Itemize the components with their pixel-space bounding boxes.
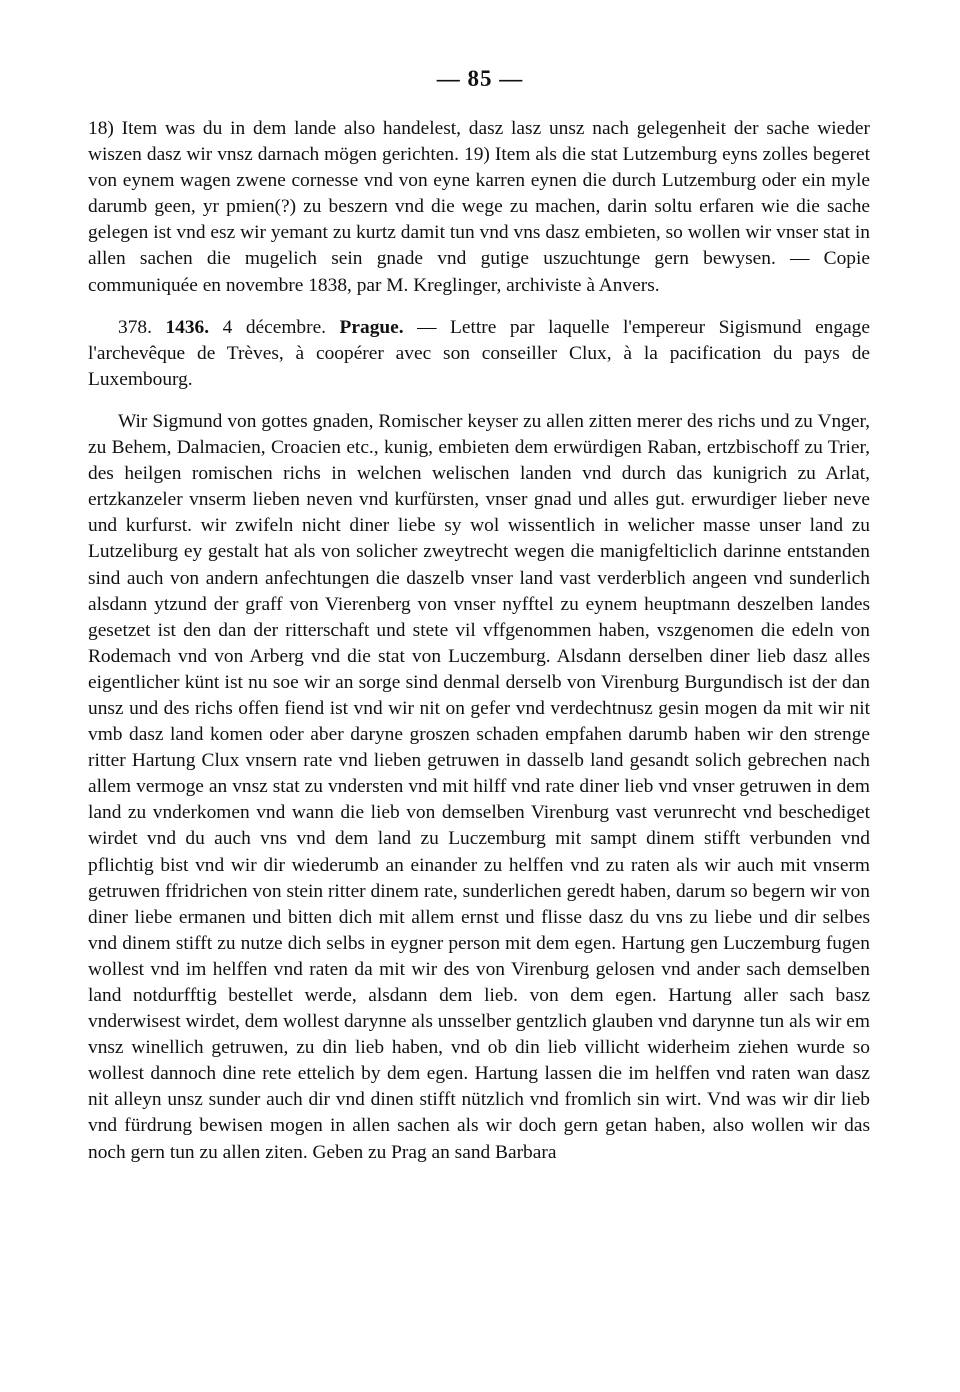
entry-heading xyxy=(88,315,870,393)
entry-place: Prague. xyxy=(339,316,404,338)
entry-number: 378. xyxy=(118,316,152,338)
paragraph-item-18-19: 18) Item was du in dem lande also handelest, dasz lasz unsz nach gelegenheit der sache wieder wiszen dasz wir vnsz darnach mögen gerichten. 19) Item als die stat Lutzemburg eyns zolles begeret von eynem wagen zwene cornesse vnd von eyne karren eynen die durch Lutzemburg oder ein myle darumb geen, yr pmien(?) zu beszern vnd die wege zu machen, darin soltu erfaren wie die sache gelegen ist vnd esz wir yemant zu kurtz damit tun vnd vns dasz embieten, so wollen wir vnser stat in allen sachen die mugelich sein gnade vnd gutige uszuchtunge gern bewysen. — Copie communiquée en novembre 1838, par M. Kreglinger, archiviste à Anvers. xyxy=(88,118,870,296)
entry-summary: — Lettre par laquelle l'empereur Sigismund engage l'archevêque de Trèves, à coopérer avec son conseiller Clux, à la pacification du pays de Luxembourg. xyxy=(88,316,870,390)
page-number: — 85 — xyxy=(436,66,524,91)
entry-date: 4 décembre. xyxy=(222,316,327,338)
letter-text: Wir Sigmund von gottes gnaden, Romischer keyser zu allen zitten merer des richs und zu Vnger, zu Behem, Dalmacien, Croacien etc., kunig, embieten dem erwürdigen Raban, ertzbischoff zu Trier, des heilgen romischen richs in welchen welischen landen vnd durch das kunigrich zu Arlat, ertzkanzeler vnserm lieben neven vnd kurfürsten, vnser gnad und alles gut. erwurdiger lieber neve und kurfurst. wir zwifeln nicht diner liebe sy wol wissentlich in welicher masse unser land zu Lutzeliburg ey gestalt hat als von solicher zweytrecht wegen die manigfelticlich darinne entstanden sind auch von andern anfechtungen die daszelb vnser land vast verderblich angeen vnd sunderlich alsdann ytzund der graff von Vierenberg von vnser nyfftel zu eynem heuptmann deszelben landes gesetzet ist den dan der ritterschaft und stete vil vffgenommen haben, vszgenomen die edeln von Rodemach vnd von Arberg vnd die stat von Luczemburg. Alsdann derselben diner lieb dasz alles eigentlicher künt ist nu soe wir an sorge sind denmal derselb von Virenburg Burgundisch ist der dan unsz und des richs offen fiend ist vnd wir nit on gefer vnd verdechtnusz gesin mogen da mit wir nit vmb dasz land komen oder aber daryne groszen schaden empfahen darumb haben wir den strenge ritter Hartung Clux vnsern rate vnd lieben getruwen in dasselb land gesandt solich gebrechen nach allem vermoge an vnsz stat zu vndersten vnd mit hilff vnd rate diner lieb vnd vnser getruwen in dem land zu vnderkomen vnd wann die lieb von demselben Virenburg vast verunrecht vnd beschediget wirdet vnd du auch vns vnd dem land zu Luczemburg mit sampt dinem stifft verbunden vnd pflichtig bist vnd wir dir wiederumb an einander zu helffen vnd zu raten als wir auch mit vnserm getruwen ffridrichen von stein ritter dinem rate, sunderlichen geredt haben, darum so begern wir von diner liebe ermanen und bitten dich mit allem ernst und flisse dasz du vns zu liebe und dir selbes vnd dinem stifft zu nutze dich selbs in eygner person mit dem egen. Hartung gen Luczemburg fugen wollest vnd im helffen vnd raten da mit wir des von Virenburg gelosen vnd ander sach demselben land notdurfftig bestellet werde, alsdann dem lieb. von dem egen. Hartung aller sach basz vnderwisest wirdet, dem wollest darynne als unsselber gentzlich glauben vnd darynne tun als wir em vnsz winellich getruwen, zu din lieb haben, vnd ob din lieb villicht widerheim ziehen wurde so wollest dannoch dine rete ettelich by dem egen. Hartung lassen die im helffen vnd raten wan dasz nit alleyn unsz sunder auch dir vnd dinen stifft nützlich vnd fromlich sin wirt. Vnd was wir dir lieb vnd fürdrung bewisen mogen in allen sachen als wir doch gern getan haben, also wollen wir das noch gern tun zu allen ziten. Geben zu Prag an sand Barbara xyxy=(88,410,870,1163)
entry-year: 1436. xyxy=(165,316,210,338)
page-content xyxy=(88,116,870,1166)
